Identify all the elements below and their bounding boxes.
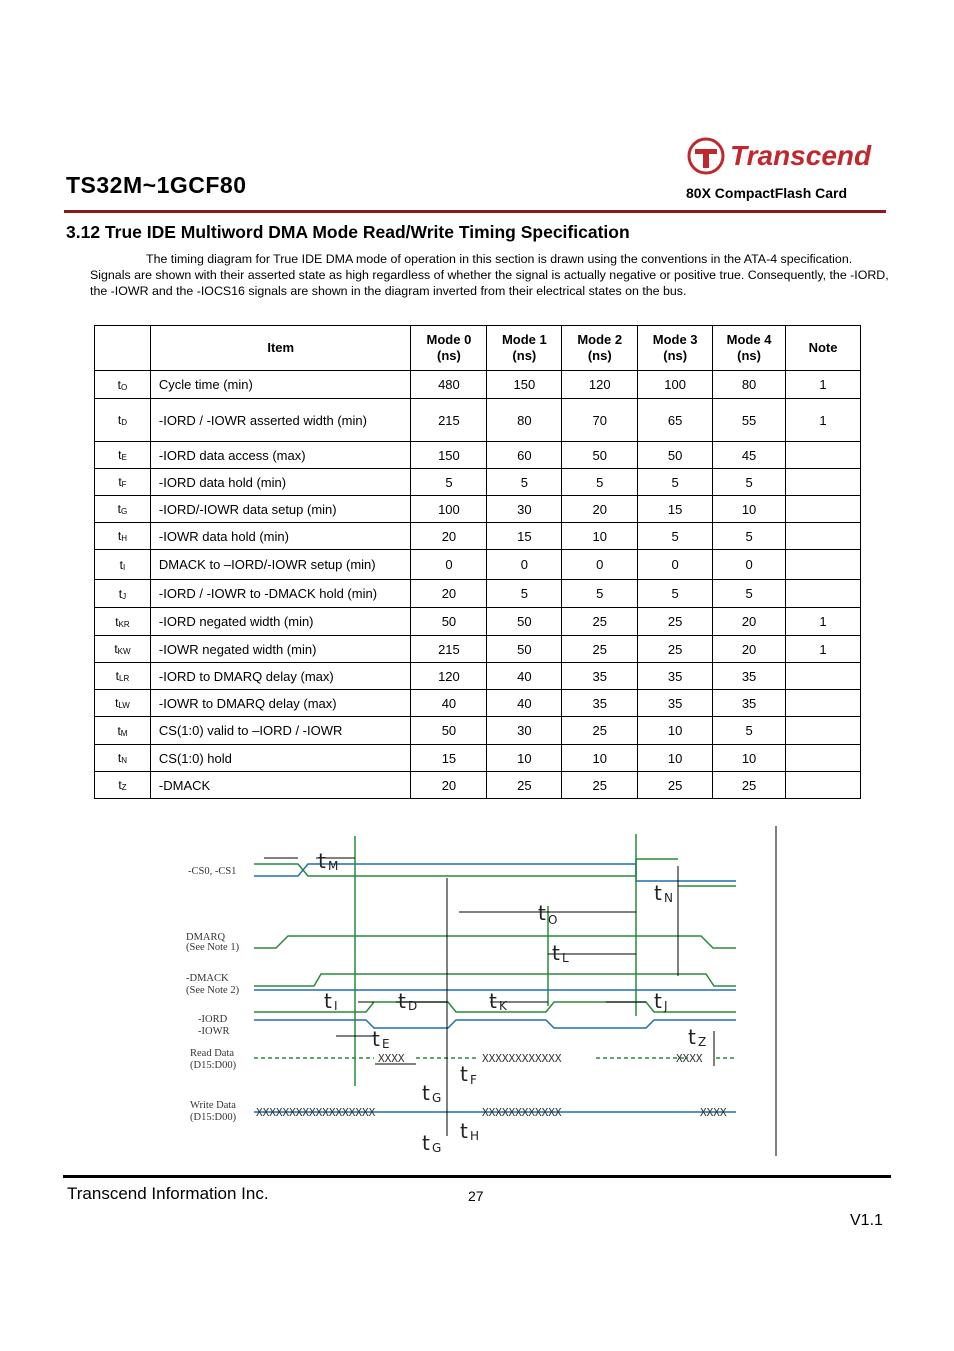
timing-label-th — [460, 1119, 479, 1143]
cell-mode0: 0 — [411, 550, 487, 580]
table-row — [95, 523, 861, 550]
cell-mode4: 45 — [713, 442, 786, 469]
cell-symbol: $t_F$ — [95, 469, 151, 496]
svg-text:F: F — [470, 1073, 477, 1087]
header-mode3: Mode 3 (ns) — [638, 326, 713, 371]
cell-mode2: 25 — [562, 608, 638, 636]
cell-note: 1 — [786, 636, 861, 663]
cell-mode0: 20 — [411, 580, 487, 608]
table-row — [95, 745, 861, 772]
svg-text:t: t — [688, 1025, 696, 1049]
signal-label-dmack-note: (See Note 2) — [186, 985, 240, 996]
cell-mode2: 25 — [562, 717, 638, 745]
read-data-mark-c: XXXX — [676, 1052, 703, 1065]
cell-item: -DMACK — [150, 772, 411, 799]
timing-label-tl — [552, 941, 569, 965]
svg-text:t: t — [324, 989, 332, 1013]
page-number: 27 — [468, 1188, 484, 1204]
cell-symbol: $t_{KR}$ — [95, 608, 151, 636]
cell-mode4: 80 — [713, 371, 786, 399]
cell-mode1: 30 — [487, 717, 562, 745]
cell-item: CS(1:0) valid to –IORD / -IOWR — [150, 717, 411, 745]
cell-mode1: 80 — [487, 399, 562, 442]
timing-label-tf — [460, 1062, 477, 1087]
header-mode0: Mode 0 (ns) — [411, 326, 487, 371]
timing-label-te — [372, 1027, 390, 1051]
table-row — [95, 663, 861, 690]
cell-item: DMACK to –IORD/-IOWR setup (min) — [150, 550, 411, 580]
table-row — [95, 550, 861, 580]
write-data-mark-b: XXXXXXXXXXXX — [482, 1106, 562, 1119]
svg-text:t: t — [372, 1027, 380, 1051]
cell-symbol: $t_O$ — [95, 371, 151, 399]
cell-note — [786, 469, 861, 496]
cell-note — [786, 663, 861, 690]
svg-text:t: t — [538, 901, 546, 925]
table-row — [95, 469, 861, 496]
svg-text:t: t — [398, 989, 406, 1013]
write-data-mark-c: XXXX — [700, 1106, 727, 1119]
svg-text:O: O — [548, 913, 558, 927]
timing-label-to — [538, 901, 557, 927]
cell-mode1: 0 — [487, 550, 562, 580]
cell-mode4: 0 — [713, 550, 786, 580]
table-row — [95, 442, 861, 469]
product-model: TS32M~1GCF80 — [66, 172, 247, 198]
cell-note — [786, 442, 861, 469]
cell-item: -IORD / -IOWR asserted width (min) — [150, 399, 411, 442]
cell-mode1: 60 — [487, 442, 562, 469]
svg-text:L: L — [562, 951, 569, 965]
svg-text:D: D — [408, 999, 418, 1013]
cell-mode2: 10 — [562, 523, 638, 550]
transcend-logo — [686, 134, 886, 178]
signal-label-dmarq: DMARQ — [186, 932, 226, 943]
cell-mode0: 100 — [411, 496, 487, 523]
timing-label-tm — [318, 849, 338, 873]
svg-text:t: t — [422, 1131, 430, 1155]
svg-text:t: t — [318, 849, 326, 873]
cell-mode1: 5 — [487, 580, 562, 608]
cell-note: 1 — [786, 399, 861, 442]
cell-note — [786, 496, 861, 523]
signal-label-write-data: Write Data — [190, 1100, 236, 1111]
logo-wordmark: Transcend — [730, 140, 872, 171]
svg-text:G: G — [432, 1091, 442, 1105]
timing-label-tn — [654, 881, 673, 905]
cell-symbol: $t_Z$ — [95, 772, 151, 799]
cell-note — [786, 745, 861, 772]
cell-item: Cycle time (min) — [150, 371, 411, 399]
cell-symbol: $t_{KW}$ — [95, 636, 151, 663]
cell-symbol: $t_I$ — [95, 550, 151, 580]
cell-item: CS(1:0) hold — [150, 745, 411, 772]
read-data-mark-a: XXXX — [378, 1052, 405, 1065]
cell-mode0: 20 — [411, 772, 487, 799]
cell-mode0: 15 — [411, 745, 487, 772]
header-divider — [64, 210, 886, 213]
signal-label-read-bus: (D15:D00) — [190, 1060, 237, 1071]
cell-note — [786, 690, 861, 717]
intro-paragraph: The timing diagram for True IDE DMA mode of operation in this section is drawn using the conventions in the ATA-4 specification. Signals are shown with their asserted state as high regardless of whether the signal is actually negative or positive true. Consequently, the -IORD, the -IOWR and the -IOCS16 signals are shown in the diagram inverted from their electrical states on the bus. — [90, 252, 889, 298]
svg-text:G: G — [432, 1141, 442, 1155]
svg-text:t: t — [460, 1062, 468, 1086]
waveform-cs-low — [254, 864, 736, 881]
signal-label-dmack: -DMACK — [186, 973, 229, 984]
cell-mode4: 35 — [713, 690, 786, 717]
header-item: Item — [150, 326, 411, 371]
cell-mode0: 120 — [411, 663, 487, 690]
cell-mode1: 40 — [487, 690, 562, 717]
cell-symbol: $t_N$ — [95, 745, 151, 772]
table-row — [95, 690, 861, 717]
footer-company: Transcend Information Inc. — [67, 1184, 269, 1203]
svg-text:t: t — [422, 1081, 430, 1105]
cell-mode4: 35 — [713, 663, 786, 690]
cell-mode3: 5 — [638, 523, 713, 550]
table-row — [95, 371, 861, 399]
signal-label-cs: -CS0, -CS1 — [188, 866, 237, 877]
cell-mode3: 25 — [638, 636, 713, 663]
cell-mode3: 35 — [638, 690, 713, 717]
cell-mode0: 50 — [411, 717, 487, 745]
timing-diagram — [176, 826, 780, 1158]
svg-text:K: K — [499, 999, 507, 1013]
cell-mode0: 40 — [411, 690, 487, 717]
cell-symbol: $t_{LW}$ — [95, 690, 151, 717]
table-row — [95, 636, 861, 663]
cell-item: -IORD/-IOWR data setup (min) — [150, 496, 411, 523]
svg-text:M: M — [328, 859, 339, 873]
cell-mode1: 5 — [487, 469, 562, 496]
cell-mode1: 30 — [487, 496, 562, 523]
signal-label-write-bus: (D15:D00) — [190, 1112, 237, 1123]
cell-mode3: 35 — [638, 663, 713, 690]
cell-mode4: 20 — [713, 636, 786, 663]
cell-item: -IOWR negated width (min) — [150, 636, 411, 663]
timing-spec-table — [94, 325, 861, 799]
cell-mode1: 10 — [487, 745, 562, 772]
cell-mode3: 25 — [638, 608, 713, 636]
document-version: V1.1 — [850, 1212, 883, 1229]
timing-label-tg1 — [422, 1081, 441, 1105]
cell-mode2: 70 — [562, 399, 638, 442]
cell-mode2: 20 — [562, 496, 638, 523]
cell-mode3: 25 — [638, 772, 713, 799]
cell-item: -IORD data hold (min) — [150, 469, 411, 496]
cell-item: -IOWR to DMARQ delay (max) — [150, 690, 411, 717]
cell-mode1: 25 — [487, 772, 562, 799]
cell-note: 1 — [786, 371, 861, 399]
cell-symbol: $t_H$ — [95, 523, 151, 550]
cell-mode3: 15 — [638, 496, 713, 523]
cell-note — [786, 550, 861, 580]
waveform-dmack — [254, 974, 736, 986]
signal-label-iord: -IORD — [198, 1014, 228, 1025]
cell-mode4: 10 — [713, 496, 786, 523]
cell-note — [786, 580, 861, 608]
signal-label-iowr: -IOWR — [198, 1026, 230, 1037]
cell-mode1: 150 — [487, 371, 562, 399]
svg-text:I: I — [334, 999, 338, 1013]
cell-note — [786, 717, 861, 745]
cell-mode3: 100 — [638, 371, 713, 399]
cell-mode4: 10 — [713, 745, 786, 772]
cell-mode4: 5 — [713, 717, 786, 745]
svg-text:N: N — [664, 891, 673, 905]
cell-mode2: 5 — [562, 580, 638, 608]
svg-text:t: t — [654, 989, 662, 1013]
cell-symbol: $t_D$ — [95, 399, 151, 442]
cell-mode1: 15 — [487, 523, 562, 550]
cell-symbol: $t_{LR}$ — [95, 663, 151, 690]
table-row — [95, 580, 861, 608]
header-note: Note — [786, 326, 861, 371]
cell-mode2: 25 — [562, 636, 638, 663]
cell-mode4: 5 — [713, 469, 786, 496]
timing-label-ti — [324, 989, 338, 1013]
read-data-mark-b: XXXXXXXXXXXX — [482, 1052, 562, 1065]
cell-mode3: 10 — [638, 717, 713, 745]
cell-mode1: 50 — [487, 636, 562, 663]
cell-mode2: 10 — [562, 745, 638, 772]
cell-symbol: $t_J$ — [95, 580, 151, 608]
table-row — [95, 717, 861, 745]
cell-mode1: 40 — [487, 663, 562, 690]
svg-text:t: t — [552, 941, 560, 965]
cell-mode2: 0 — [562, 550, 638, 580]
section-heading: 3.12 True IDE Multiword DMA Mode Read/Write Timing Specification — [66, 222, 630, 242]
cell-mode0: 50 — [411, 608, 487, 636]
cell-mode2: 35 — [562, 663, 638, 690]
cell-item: -IORD to DMARQ delay (max) — [150, 663, 411, 690]
cell-item: -IORD negated width (min) — [150, 608, 411, 636]
signal-label-read-data: Read Data — [190, 1048, 235, 1059]
cell-mode4: 5 — [713, 523, 786, 550]
header-mode2: Mode 2 (ns) — [562, 326, 638, 371]
svg-text:t: t — [489, 989, 497, 1013]
cell-mode2: 35 — [562, 690, 638, 717]
svg-text:H: H — [470, 1129, 480, 1143]
cell-mode1: 50 — [487, 608, 562, 636]
cell-item: -IORD / -IOWR to -DMACK hold (min) — [150, 580, 411, 608]
timing-label-tk — [489, 989, 508, 1013]
cell-mode4: 25 — [713, 772, 786, 799]
cell-mode3: 5 — [638, 580, 713, 608]
svg-text:t: t — [460, 1119, 468, 1143]
cell-mode0: 20 — [411, 523, 487, 550]
cell-mode0: 150 — [411, 442, 487, 469]
cell-note — [786, 523, 861, 550]
cell-mode3: 65 — [638, 399, 713, 442]
cell-mode4: 20 — [713, 608, 786, 636]
cell-symbol: $t_M$ — [95, 717, 151, 745]
header-symbol — [95, 326, 151, 371]
cell-mode3: 5 — [638, 469, 713, 496]
svg-text:Z: Z — [698, 1035, 707, 1049]
svg-text:t: t — [654, 881, 662, 905]
header-mode4: Mode 4 (ns) — [713, 326, 786, 371]
cell-mode0: 215 — [411, 399, 487, 442]
cell-mode4: 5 — [713, 580, 786, 608]
table-row — [95, 772, 861, 799]
cell-item: -IORD data access (max) — [150, 442, 411, 469]
timing-label-tj — [654, 989, 668, 1013]
cell-mode2: 5 — [562, 469, 638, 496]
cell-mode0: 215 — [411, 636, 487, 663]
cell-symbol: $t_G$ — [95, 496, 151, 523]
table-row — [95, 608, 861, 636]
cell-mode3: 10 — [638, 745, 713, 772]
cell-mode2: 25 — [562, 772, 638, 799]
header-mode1: Mode 1 (ns) — [487, 326, 562, 371]
timing-label-tg2 — [422, 1131, 441, 1155]
table-row — [95, 496, 861, 523]
cell-mode4: 55 — [713, 399, 786, 442]
waveform-dmarq — [254, 936, 736, 948]
cell-mode0: 480 — [411, 371, 487, 399]
svg-text:J: J — [664, 999, 668, 1013]
footer-divider — [63, 1175, 891, 1178]
waveform-iord-low — [254, 1020, 736, 1028]
cell-mode2: 50 — [562, 442, 638, 469]
cell-mode2: 120 — [562, 371, 638, 399]
cell-mode0: 5 — [411, 469, 487, 496]
cell-mode3: 50 — [638, 442, 713, 469]
product-subtitle: 80X CompactFlash Card — [686, 185, 848, 201]
table-row — [95, 399, 861, 442]
table-header-row — [95, 326, 861, 371]
cell-item: -IOWR data hold (min) — [150, 523, 411, 550]
cell-symbol: $t_E$ — [95, 442, 151, 469]
cell-note: 1 — [786, 608, 861, 636]
svg-text:E: E — [382, 1037, 390, 1051]
timing-label-td — [398, 989, 417, 1013]
signal-label-dmarq-note: (See Note 1) — [186, 942, 240, 953]
timing-label-tz — [688, 1025, 706, 1049]
write-data-mark-a: XXXXXXXXXXXXXXXXXX — [256, 1106, 376, 1119]
cell-mode3: 0 — [638, 550, 713, 580]
cell-note — [786, 772, 861, 799]
